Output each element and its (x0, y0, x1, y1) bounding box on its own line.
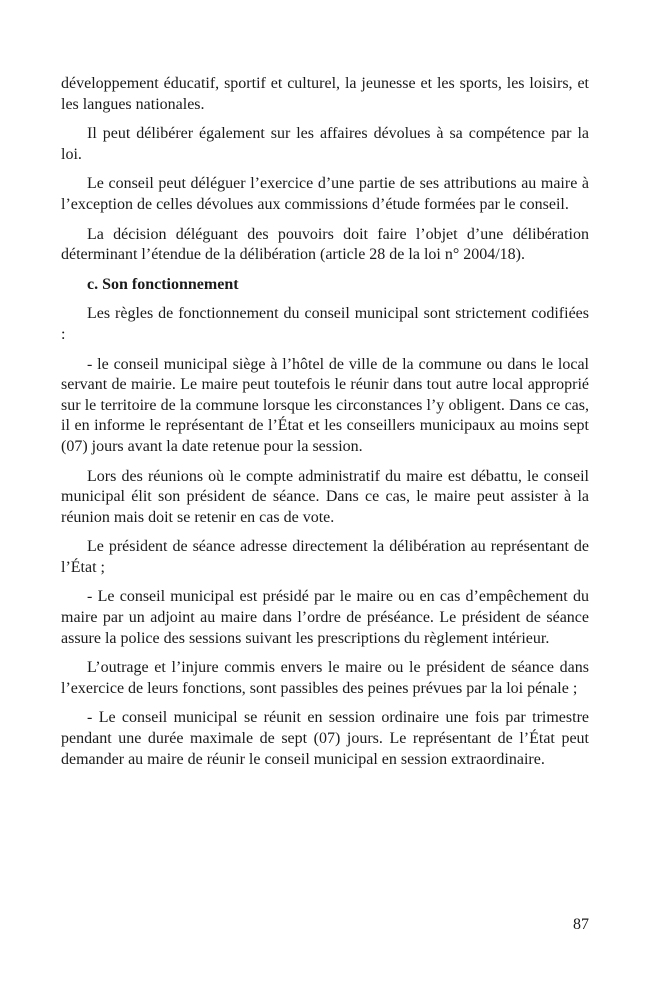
paragraph-presidence: - Le conseil municipal est présidé par le maire ou en cas d’empêchement du maire par un adjoint au maire dans l’ordre de préséance. Le président de séance assure la police des sessions suivant les prescriptions du règlement intérieur. (61, 588, 589, 647)
paragraph-session-ordinaire: - Le conseil municipal se réunit en session ordinaire une fois par trimestre pendant une durée maximale de sept (07) jours. Le représentant de l’État peut demander au maire de réunir le conseil municipal en session extraordinaire. (61, 709, 589, 768)
page-body (61, 74, 589, 779)
paragraph-president-seance: Le président de séance adresse directement la délibération au représentant de l’État ; (61, 538, 589, 576)
paragraph-outrage: L’outrage et l’injure commis envers le maire ou le président de séance dans l’exercice de leurs fonctions, sont passibles des peines prévues par la loi pénale ; (61, 659, 589, 697)
paragraph-delegation: Le conseil peut déléguer l’exercice d’une partie de ses attributions au maire à l’exception de celles dévolues aux commissions d’étude formées par le conseil. (61, 175, 589, 213)
paragraph-regles: Les règles de fonctionnement du conseil municipal sont strictement codifiées : (61, 305, 589, 343)
paragraph-continuation: développement éducatif, sportif et culturel, la jeunesse et les sports, les loisirs, et les langues nationales. (61, 75, 589, 113)
paragraph-decision-deleguant: La décision déléguant des pouvoirs doit faire l’objet d’une délibération déterminant l’étendue de la délibération (article 28 de la loi n° 2004/18). (61, 225, 589, 264)
paragraph-siege: - le conseil municipal siège à l’hôtel de ville de la commune ou dans le local servant de mairie. Le maire peut toutefois le réunir dans tout autre local approprié sur le territoire de la commune lorsque les circonstances l’y obligent. Dans ce cas, il en informe le représentant de l’État et les conseillers municipaux au moins sept (07) jours avant la date retenue pour la session. (61, 355, 589, 455)
paragraph-compte-administratif: Lors des réunions où le compte administratif du maire est débattu, le conseil municipal élit son président de séance. Dans ce cas, le maire peut assister à la réunion mais doit se retenir en cas de vote. (61, 467, 589, 526)
paragraph-competence-loi: Il peut délibérer également sur les affaires dévolues à sa compétence par la loi. (61, 125, 589, 163)
page-number: 87 (573, 916, 589, 933)
section-heading: c. Son fonctionnement (87, 275, 239, 293)
